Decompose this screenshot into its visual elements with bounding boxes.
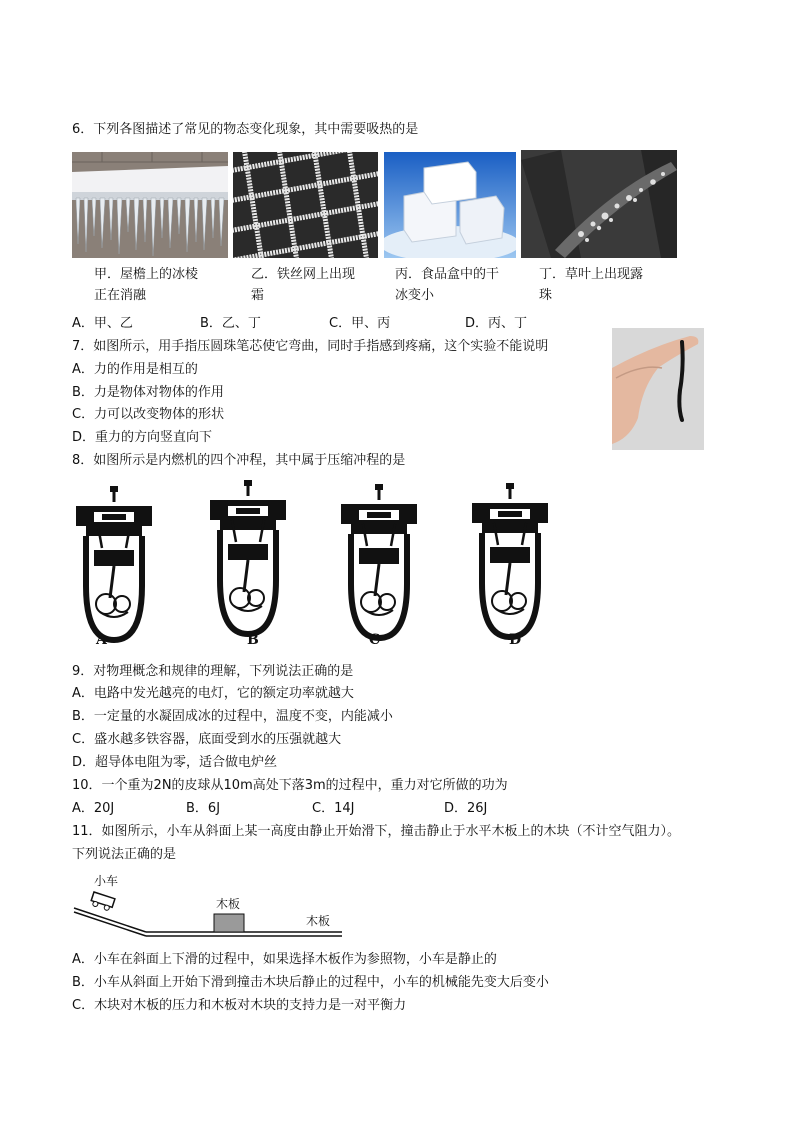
frost-mesh-photo: [233, 152, 378, 258]
caption-ding: 丁．草叶上出现露 珠: [539, 267, 644, 303]
q10-option-a: A．20J: [72, 801, 115, 816]
engine-label-d: D: [509, 632, 522, 648]
q7-option-a: A．力的作用是相互的: [72, 362, 198, 377]
q7-stem: 7．如图所示，用手指压圆珠笔芯使它弯曲，同时手指感到疼痛，这个实验不能说明: [72, 339, 549, 354]
q6-option-b: B．乙、丁: [200, 316, 261, 331]
cart-label: 小车: [94, 874, 119, 888]
finger-pen-photo: [612, 328, 704, 450]
q6-option-c: C．甲、丙: [329, 316, 391, 331]
block-label: 木板: [216, 897, 241, 911]
engine-label-a: A: [96, 632, 107, 648]
q7-option-c: C．力可以改变物体的形状: [72, 407, 225, 422]
q10-option-d: D．26J: [444, 801, 488, 816]
engine-label-c: C: [369, 632, 381, 648]
engine-d-diagram: [468, 483, 558, 643]
q8-stem: 8．如图所示是内燃机的四个冲程，其中属于压缩冲程的是: [72, 453, 406, 468]
q11-option-b: B．小车从斜面上开始下滑到撞击木块后静止的过程中，小车的机械能先变大后变小: [72, 975, 549, 990]
q9-option-d: D．超导体电阻为零，适合做电炉丝: [72, 755, 278, 770]
caption-jia: 甲．屋檐上的冰棱 正在消融: [94, 267, 199, 303]
q10-option-b: B．6J: [186, 801, 221, 816]
q10-stem: 10．一个重为2N的皮球从10m高处下落3m的过程中，重力对它所做的功为: [72, 778, 508, 793]
board-label: 木板: [306, 914, 331, 928]
dew-grass-photo: [521, 150, 677, 258]
q11-option-c: C．木块对木板的压力和木板对木块的支持力是一对平衡力: [72, 998, 407, 1013]
caption-yi: 乙．铁丝网上出现 霜: [251, 267, 356, 303]
q10-option-c: C．14J: [312, 801, 355, 816]
q7-option-d: D．重力的方向竖直向下: [72, 430, 213, 445]
dry-ice-photo: [384, 152, 516, 258]
q6-stem: 6．下列各图描述了常见的物态变化现象，其中需要吸热的是: [72, 122, 419, 137]
q7-option-b: B．力是物体对物体的作用: [72, 385, 224, 400]
q9-option-a: A．电路中发光越亮的电灯，它的额定功率就越大: [72, 686, 354, 701]
engine-label-b: B: [247, 632, 259, 648]
q11-stem-line1: 11．如图所示，小车从斜面上某一高度由静止开始滑下，撞击静止于水平木板上的木块（不计空气阻力）。: [72, 824, 681, 839]
q11-option-a: A．小车在斜面上下滑的过程中，如果选择木板作为参照物，小车是静止的: [72, 952, 497, 967]
caption-bing: 丙．食品盒中的干 冰变小: [395, 267, 500, 303]
q11-stem-line2: 下列说法正确的是: [72, 847, 177, 862]
q9-stem: 9．对物理概念和规律的理解，下列说法正确的是: [72, 664, 354, 679]
engine-c-diagram: [337, 484, 427, 644]
q9-option-b: B．一定量的水凝固成冰的过程中，温度不变，内能减小: [72, 709, 393, 724]
q9-option-c: C．盛水越多铁容器，底面受到水的压强就越大: [72, 732, 342, 747]
engine-b-diagram: [206, 480, 296, 640]
q6-option-a: A．甲、乙: [72, 316, 133, 331]
incline-diagram: [72, 868, 344, 940]
q6-option-d: D．丙、丁: [465, 316, 528, 331]
engine-a-diagram: [72, 486, 162, 646]
icicles-photo: [72, 152, 228, 258]
